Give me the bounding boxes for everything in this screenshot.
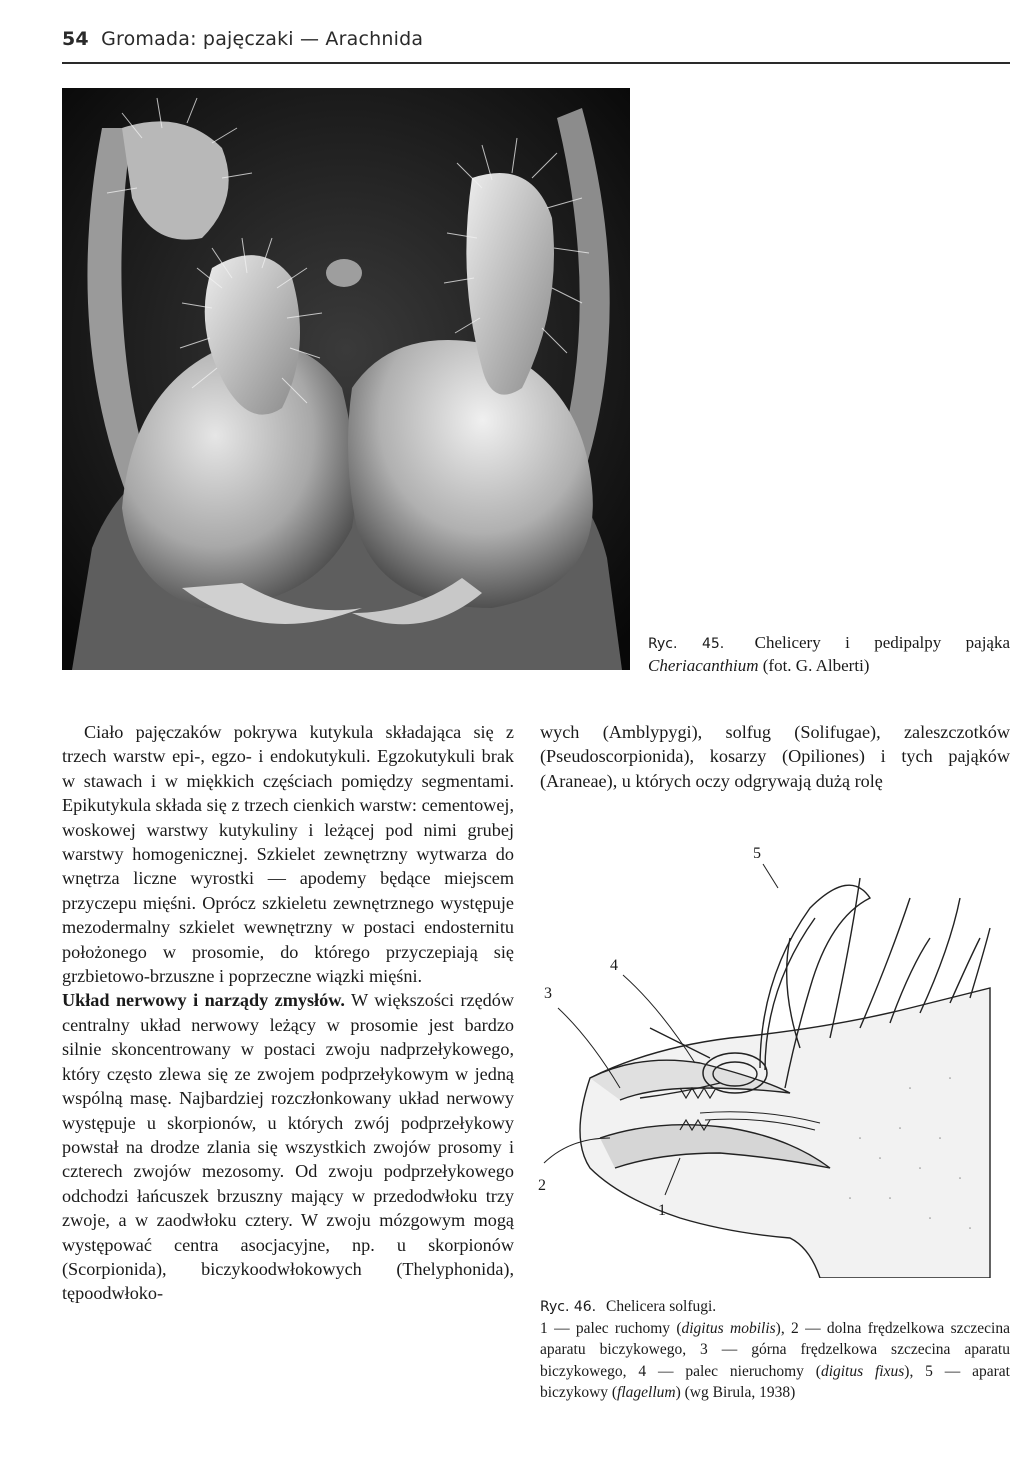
figure-46-caption [540, 1296, 1010, 1403]
figure-46-label-3: 3 [544, 985, 552, 1002]
figure-45-label: Ryc. 45. [648, 636, 725, 652]
figure-46-title: Chelicera solfugi. [605, 1298, 717, 1315]
figure-46-legend [540, 1318, 1010, 1403]
legend-part: ), 2 — dolna frędzelkowa szczecina aparatu biczykowego, 3 — górna frędzelkowa szczecina aparatu biczykowego, 4 — palec nieruchomy ( [540, 1320, 1010, 1380]
header-rule [62, 62, 1010, 64]
running-title: Gromada: pajęczaki — Arachnida [101, 28, 424, 50]
figure-45-caption [648, 632, 1010, 677]
legend-term-flagellum: flagellum [617, 1383, 676, 1401]
paragraph-continuation: wych (Amblypygi), solfug (Solifugae), zaleszczotków (Pseudoscorpionida), kosarzy (Opiliones) i tych pająków (Araneae), u których oczy odgrywają dużą rolę [540, 722, 1010, 791]
figure-45-credit: (fot. G. Alberti) [762, 656, 870, 675]
left-column [62, 720, 514, 1306]
legend-part: 1 — palec ruchomy ( [540, 1320, 682, 1338]
figure-45-caption-text: Chelicery i pedipalpy pająka [754, 633, 1011, 652]
figure-46-label-1: 1 [658, 1202, 666, 1219]
legend-term-digitus-fixus: digitus fixus [820, 1362, 905, 1380]
figure-46-label-2: 2 [538, 1177, 546, 1194]
figure-46-label-5: 5 [753, 845, 761, 862]
figure-46-drawing [530, 838, 1010, 1278]
paragraph-cuticle: Ciało pajęczaków pokrywa kutykula składająca się z trzech warstw epi-, egzo- i endokutykuli. Egzokutykuli brak w stawach i w miękkich częściach pomiędzy segmentami. Epikutykula składa się z trzech cienkich warstw: cementowej, woskowej warstwy kutykuliny i leżącej pod nimi grubej warstwy homogenicznej. Szkielet zewnętrzny wytwarza do wnętrza liczne wyrostki — apodemy będące miejscem przyczepu mięśni. Oprócz szkieletu zewnętrznego występuje mezodermalny szkielet wewnętrzny w postaci endosternitu położonego w prosomie, do którego przyczepiają się grzbietowo-brzuszne i poprzeczne wiązki mięśni. [62, 722, 514, 987]
section-heading-nervous-system: Układ nerwowy i narządy zmysłów. [62, 990, 345, 1011]
figure-46-label: Ryc. 46. [540, 1299, 597, 1315]
running-head [62, 28, 423, 50]
figure-45-species: Cheriacanthium [648, 656, 759, 675]
legend-term-digitus-mobilis: digitus mobilis [681, 1320, 776, 1338]
page-number: 54 [62, 28, 89, 50]
sem-photo-chelicerae [62, 88, 630, 670]
right-column-text [540, 720, 1010, 793]
legend-part: ), 5 — aparat biczykowy ( [540, 1362, 1010, 1401]
figure-46-label-4: 4 [610, 957, 618, 974]
paragraph-nervous-system-text: W większości rzędów centralny układ nerwowy leżący w prosomie jest bardzo silnie skoncentrowany w postaci zwoju nadprzełykowego, który często zlewa się ze zwojem podprzełykowym w jedną wspólną masę. Najbardziej rozczłonkowany układ nerwowy występuje u skorpionów, u których zwój podprzełykowy powstał na drodze zlania się wszystkich zwojów prosomy i czterech zwojów mezosomy. Od zwoju podprzełykowego odchodzi łańcuszek brzuszny mający w przedodwłoku trzy zwoje, a w zaodwłoku cztery. W zwoju mózgowym mogą występować centra asocjacyjne, np. u skorpionów (Scorpionida), biczykoodwłokowych (Thelyphonida), tępoodwłoko- [62, 990, 515, 1304]
legend-part: ) (wg Birula, 1938) [675, 1383, 796, 1401]
